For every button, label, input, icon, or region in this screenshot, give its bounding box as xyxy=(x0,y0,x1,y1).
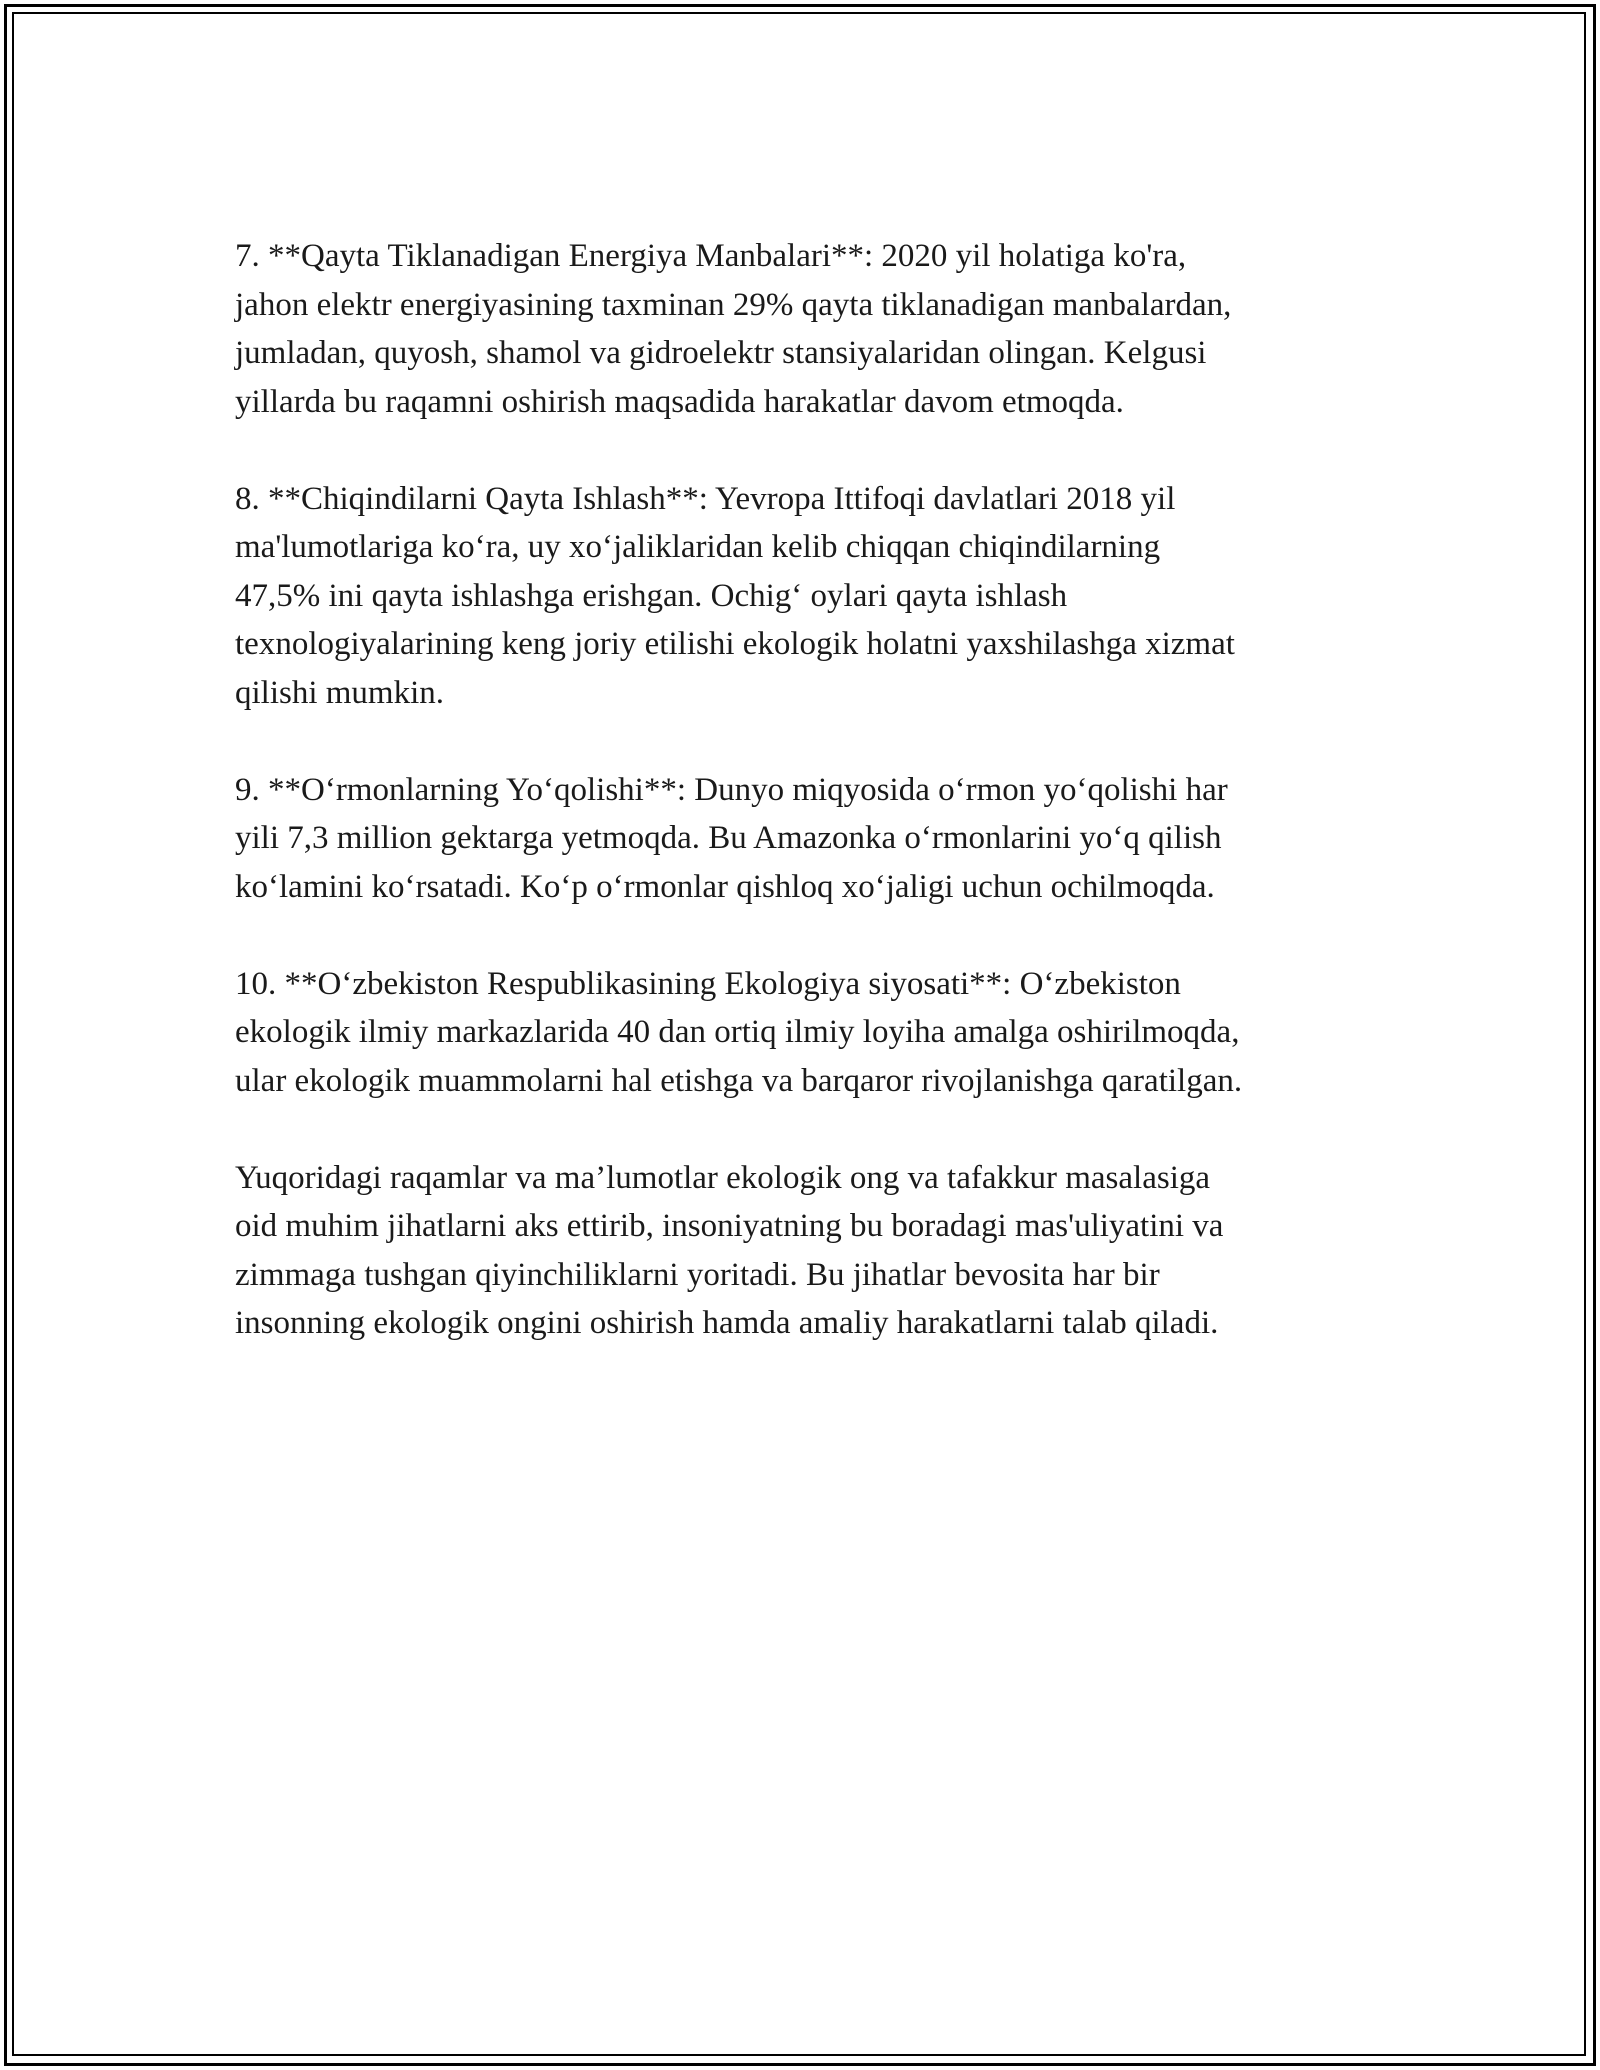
paragraph-deforestation: 9. **O‘rmonlarning Yo‘qolishi**: Dunyo miqyosida o‘rmon yo‘qolishi har yili 7,3 million gektarga yetmoqda. Bu Amazonka o‘rmonlarini yo‘q qilish ko‘lamini ko‘rsatadi. Ko‘p o‘rmonlar qishloq xo‘jaligi uchun ochilmoqda. xyxy=(235,771,1228,905)
paragraph-conclusion: Yuqoridagi raqamlar va ma’lumotlar ekologik ong va tafakkur masalasiga oid muhim jihatlarni aks ettirib, insoniyatning bu boradagi mas'uliyatini va zimmaga tushgan qiyinchiliklarni yoritadi. Bu jihatlar bevosita har bir insonning ekologik ongini oshirish hamda amaliy harakatlarni talab qiladi. xyxy=(235,1159,1224,1341)
paragraph-uzbekistan-policy: 10. **O‘zbekiston Respublikasining Ekologiya siyosati**: O‘zbekiston ekologik ilmiy markazlarida 40 dan ortiq ilmiy loyiha amalga oshirilmoqda, ular ekologik muammolarni hal etishga va barqaror rivojlanishga qaratilgan. xyxy=(235,965,1243,1099)
paragraph-waste-recycling: 8. **Chiqindilarni Qayta Ishlash**: Yevropa Ittifoqi davlatlari 2018 yil ma'lumotlariga ko‘ra, uy xo‘jaliklaridan kelib chiqqan chiqindilarning 47,5% ini qayta ishlashga erishgan. Ochig‘ oylari qayta ishlash texnologiyalarining keng joriy etilishi ekologik holatni yaxshilashga xizmat qilishi mumkin. xyxy=(235,480,1235,711)
document-body xyxy=(235,232,1395,1396)
paragraph-renewable-energy: 7. **Qayta Tiklanadigan Energiya Manbalari**: 2020 yil holatiga ko'ra, jahon elektr energiyasining taxminan 29% qayta tiklanadigan manbalardan, jumladan, quyosh, shamol va gidroelektr stansiyalaridan olingan. Kelgusi yillarda bu raqamni oshirish maqsadida harakatlar davom etmoqda. xyxy=(235,238,1232,420)
